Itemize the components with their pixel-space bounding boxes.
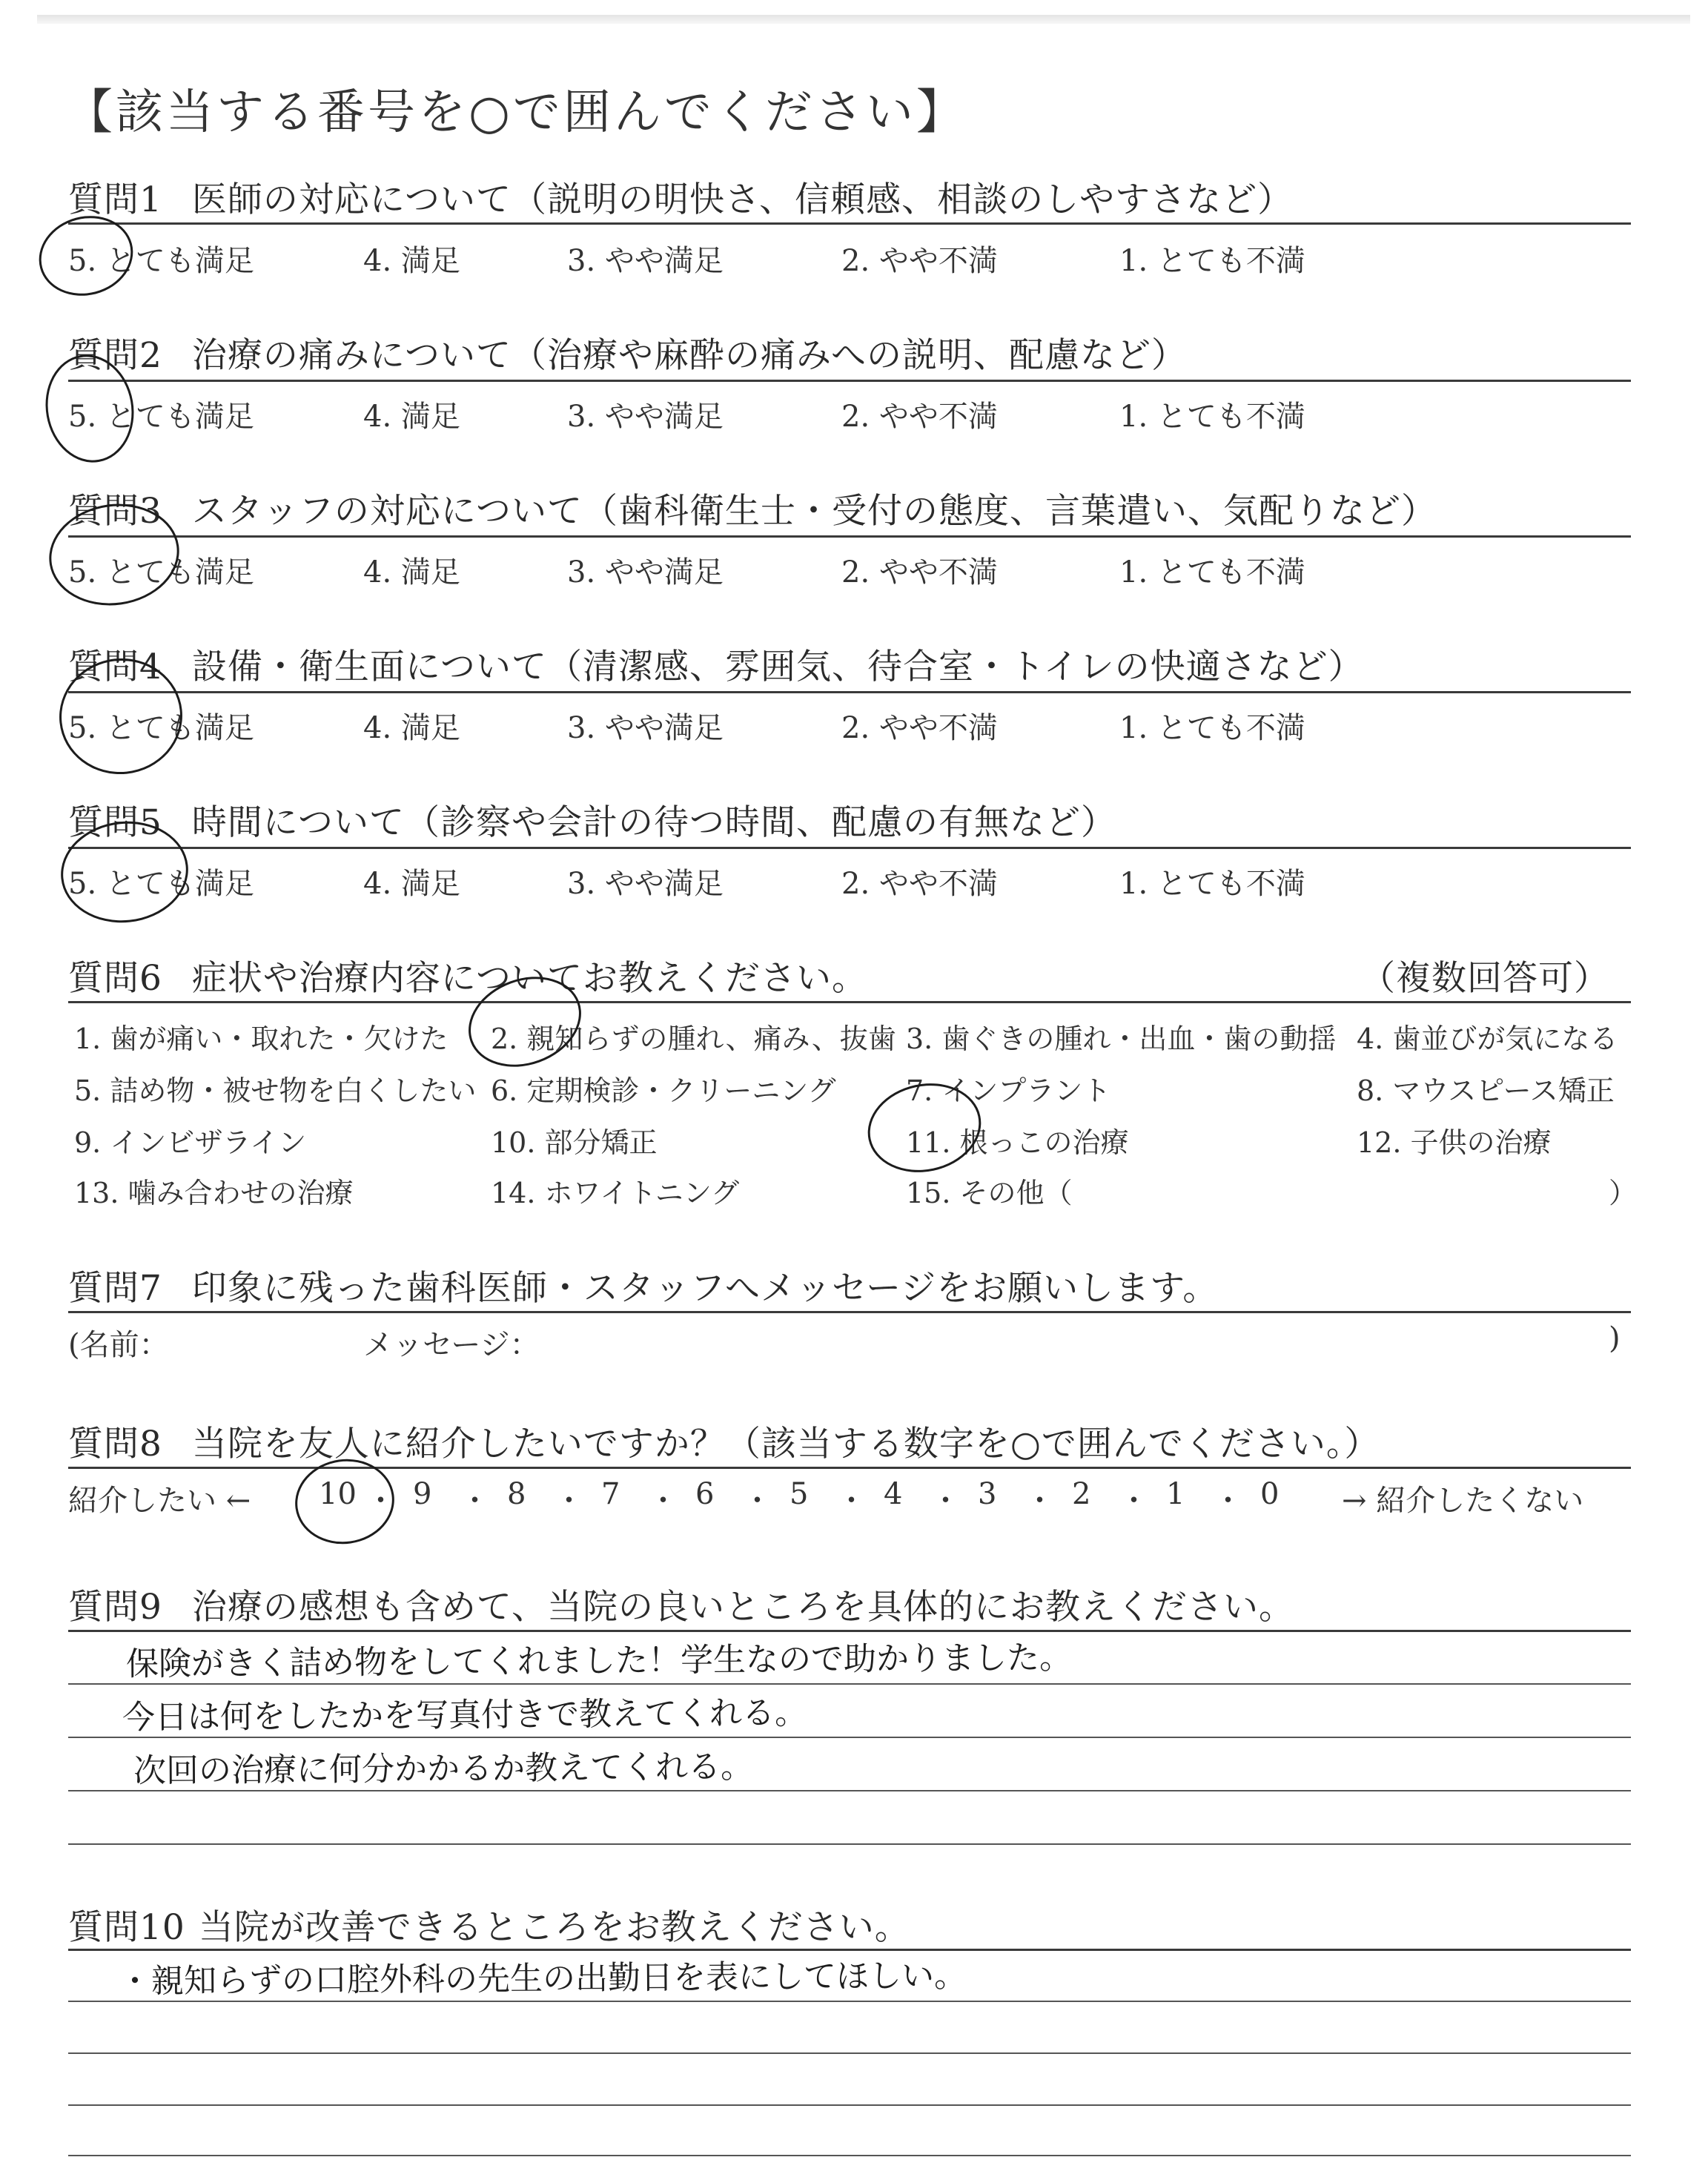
handwritten-answer-line: ・親知らずの口腔外科の先生の出勤日を表にしてほしい。 xyxy=(118,1957,967,2001)
rating-option-5[interactable]: 5. とても満足 xyxy=(68,867,254,901)
rating-option-2[interactable]: 2. やや不満 xyxy=(841,244,998,278)
answer-line xyxy=(68,2104,1631,2106)
rating-option-4[interactable]: 4. 満足 xyxy=(363,400,460,434)
rule xyxy=(68,1311,1631,1313)
rating-option-1[interactable]: 1. とても不満 xyxy=(1119,244,1305,278)
scale-separator: ・ xyxy=(1025,1484,1055,1518)
scale-value-9[interactable]: 9 xyxy=(413,1477,432,1511)
question-number: 質問3 xyxy=(68,491,162,532)
scale-separator: ・ xyxy=(836,1484,867,1518)
question-number: 質問1 xyxy=(68,179,162,220)
rating-option-2[interactable]: 2. やや不満 xyxy=(841,400,998,434)
scale-separator: ・ xyxy=(742,1484,772,1518)
question-title xyxy=(68,1261,1218,1310)
answer-line xyxy=(68,1683,1631,1685)
rule xyxy=(68,847,1631,849)
question-title xyxy=(68,483,1437,533)
scale-value-6[interactable]: 6 xyxy=(695,1477,715,1511)
question-title xyxy=(68,951,867,1000)
rating-option-1[interactable]: 1. とても不満 xyxy=(1119,555,1305,589)
name-label: (名前： xyxy=(68,1328,169,1362)
message-close-paren: ) xyxy=(1609,1321,1621,1355)
symptom-option-3[interactable]: 3. 歯ぐきの腫れ・出血・歯の動揺 xyxy=(906,1023,1337,1055)
symptom-option-8[interactable]: 8. マウスピース矯正 xyxy=(1357,1074,1615,1107)
rule xyxy=(68,1001,1631,1003)
rating-option-5[interactable]: 5. とても満足 xyxy=(68,400,254,434)
symptom-option-7[interactable]: 7. インプラント xyxy=(906,1074,1111,1107)
scale-separator: ・ xyxy=(1213,1484,1243,1518)
question-text: スタッフの対応について（歯科衛生士・受付の態度、言葉遣い、気配りなど） xyxy=(191,491,1437,532)
scale-value-8[interactable]: 8 xyxy=(507,1477,526,1511)
scan-edge xyxy=(37,15,1690,24)
scale-separator: ・ xyxy=(1119,1484,1149,1518)
question-text: 治療の痛みについて（治療や麻酔の痛みへの説明、配慮など） xyxy=(191,335,1188,376)
answer-line xyxy=(68,2052,1631,2054)
recommend-right-label: → 紹介したくない xyxy=(1342,1484,1584,1518)
scale-separator: ・ xyxy=(930,1484,961,1518)
multiple-answer-note: （複数回答可） xyxy=(1360,958,1609,999)
question-number: 質問5 xyxy=(68,802,162,843)
rating-option-4[interactable]: 4. 満足 xyxy=(363,244,460,278)
question-text: 症状や治療内容についてお教えください。 xyxy=(191,958,867,999)
question-text: 印象に残った歯科医師・スタッフへメッセージをお願いします。 xyxy=(191,1268,1219,1309)
rating-option-4[interactable]: 4. 満足 xyxy=(363,711,460,745)
question-number: 質問9 xyxy=(68,1587,162,1628)
symptom-option-5[interactable]: 5. 詰め物・被せ物を白くしたい xyxy=(74,1074,477,1107)
question-number: 質問6 xyxy=(68,958,162,999)
rule xyxy=(68,691,1631,693)
question-text: 当院を友人に紹介したいですか？（該当する数字を○で囲んでください。） xyxy=(191,1424,1380,1464)
rule xyxy=(68,222,1631,225)
handwritten-answer-line: 保険がきく詰め物をしてくれました！学生なので助かりました。 xyxy=(125,1639,1073,1683)
answer-line xyxy=(68,1737,1631,1738)
rating-option-5[interactable]: 5. とても満足 xyxy=(68,711,254,745)
recommend-left-label: 紹介したい ← xyxy=(68,1484,251,1518)
question-text: 医師の対応について（説明の明快さ、信頼感、相談のしやすさなど） xyxy=(191,179,1294,220)
other-close-paren: ） xyxy=(1609,1177,1638,1209)
rating-option-2[interactable]: 2. やや不満 xyxy=(841,555,998,589)
answer-line xyxy=(68,2155,1631,2156)
scale-value-3[interactable]: 3 xyxy=(978,1477,997,1511)
scale-separator: ・ xyxy=(460,1484,490,1518)
symptom-option-6[interactable]: 6. 定期検診・クリーニング xyxy=(491,1074,836,1107)
rating-option-3[interactable]: 3. やや満足 xyxy=(567,244,724,278)
scale-value-5[interactable]: 5 xyxy=(790,1477,809,1511)
rating-option-5[interactable]: 5. とても満足 xyxy=(68,244,254,278)
rule xyxy=(68,1467,1631,1469)
symptom-option-4[interactable]: 4. 歯並びが気になる xyxy=(1357,1023,1618,1055)
question-text: 設備・衛生面について（清潔感、雰囲気、待合室・トイレの快適さなど） xyxy=(191,647,1364,687)
symptom-option-10[interactable]: 10. 部分矯正 xyxy=(491,1126,658,1159)
handwritten-answer-line: 今日は何をしたかを写真付きで教えてくれる。 xyxy=(122,1694,808,1737)
question-text: 当院が改善できるところをお教えください。 xyxy=(198,1907,910,1948)
rating-option-3[interactable]: 3. やや満足 xyxy=(567,867,724,901)
scale-value-0[interactable]: 0 xyxy=(1260,1477,1280,1511)
rule xyxy=(68,535,1631,538)
question-text: 時間について（診察や会計の待つ時間、配慮の有無など） xyxy=(191,802,1116,843)
question-number: 質問4 xyxy=(68,647,162,687)
rating-option-1[interactable]: 1. とても不満 xyxy=(1119,711,1305,745)
symptom-option-9[interactable]: 9. インビザライン xyxy=(74,1126,307,1159)
question-number: 質問7 xyxy=(68,1268,162,1309)
scale-value-7[interactable]: 7 xyxy=(601,1477,620,1511)
question-title xyxy=(68,1579,1294,1629)
rating-option-3[interactable]: 3. やや満足 xyxy=(567,400,724,434)
question-title xyxy=(68,795,1116,845)
symptom-option-15[interactable]: 15. その他（ xyxy=(906,1177,1073,1209)
rating-option-3[interactable]: 3. やや満足 xyxy=(567,555,724,589)
rating-option-1[interactable]: 1. とても不満 xyxy=(1119,400,1305,434)
question-text: 治療の感想も含めて、当院の良いところを具体的にお教えください。 xyxy=(191,1587,1294,1628)
question-title xyxy=(68,1416,1380,1466)
symptom-option-1[interactable]: 1. 歯が痛い・取れた・欠けた xyxy=(74,1023,448,1055)
rating-option-1[interactable]: 1. とても不満 xyxy=(1119,867,1305,901)
rating-option-5[interactable]: 5. とても満足 xyxy=(68,555,254,589)
scale-separator: ・ xyxy=(365,1484,396,1518)
rating-option-3[interactable]: 3. やや満足 xyxy=(567,711,724,745)
scale-value-4[interactable]: 4 xyxy=(884,1477,903,1511)
symptom-option-14[interactable]: 14. ホワイトニング xyxy=(491,1177,740,1209)
scale-separator: ・ xyxy=(648,1484,678,1518)
rating-option-4[interactable]: 4. 満足 xyxy=(363,555,460,589)
scale-value-1[interactable]: 1 xyxy=(1166,1477,1185,1511)
handwritten-answer-line: 次回の治療に何分かかるか教えてくれる。 xyxy=(133,1748,754,1790)
answer-line xyxy=(68,2001,1631,2002)
rating-option-2[interactable]: 2. やや不満 xyxy=(841,711,998,745)
question-title xyxy=(68,1900,910,1949)
page-title: 【該当する番号を○で囲んでください】 xyxy=(65,85,967,140)
message-label: メッセージ： xyxy=(363,1328,540,1362)
question-number: 質問2 xyxy=(68,335,162,376)
symptom-option-13[interactable]: 13. 噛み合わせの治療 xyxy=(74,1177,354,1209)
rating-option-2[interactable]: 2. やや不満 xyxy=(841,867,998,901)
answer-line xyxy=(68,1790,1631,1791)
question-title xyxy=(68,328,1187,377)
question-title xyxy=(68,639,1364,689)
symptom-option-2[interactable]: 2. 親知らずの腫れ、痛み、抜歯 xyxy=(491,1023,896,1055)
question-number: 質問10 xyxy=(68,1907,185,1948)
rating-option-4[interactable]: 4. 満足 xyxy=(363,867,460,901)
symptom-option-11[interactable]: 11. 根っこの治療 xyxy=(906,1126,1129,1159)
symptom-option-12[interactable]: 12. 子供の治療 xyxy=(1357,1126,1552,1159)
answer-line xyxy=(68,1843,1631,1845)
scale-separator: ・ xyxy=(554,1484,584,1518)
rule xyxy=(68,380,1631,382)
scale-value-10[interactable]: 10 xyxy=(319,1477,357,1511)
question-number: 質問8 xyxy=(68,1424,162,1464)
scale-value-2[interactable]: 2 xyxy=(1072,1477,1091,1511)
question-title xyxy=(68,172,1293,222)
